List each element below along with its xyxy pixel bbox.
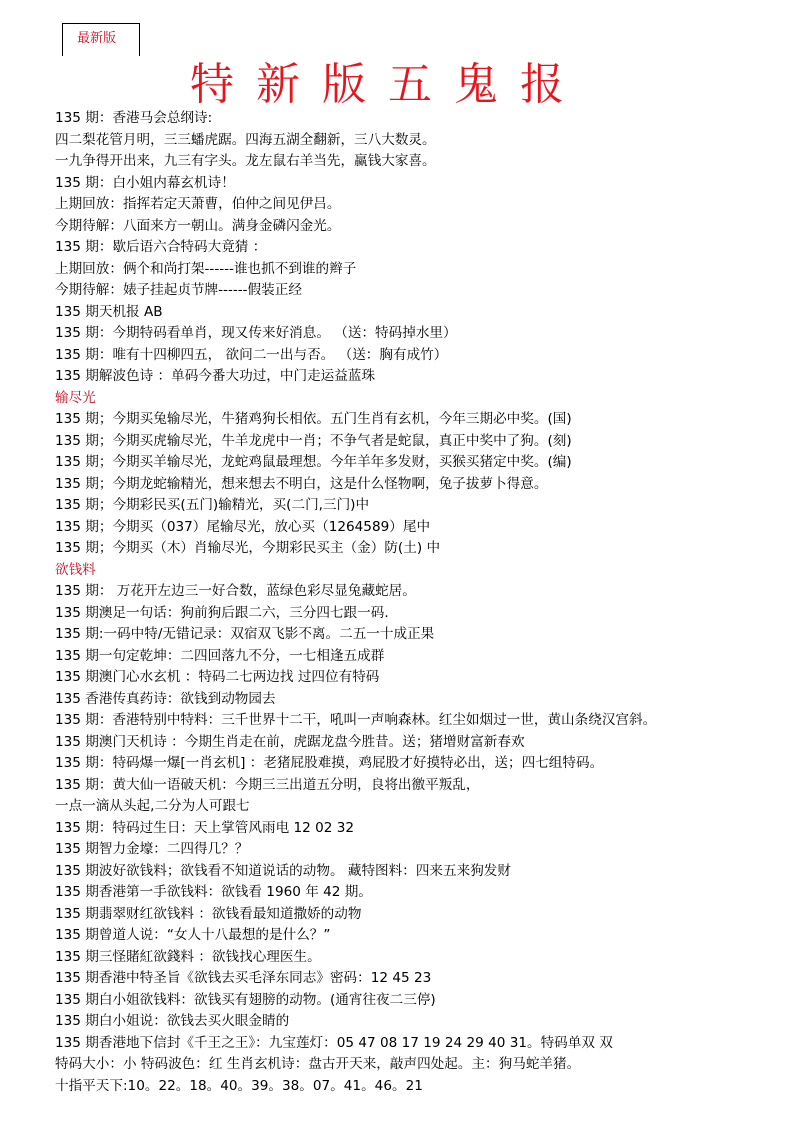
- text-line: 135 期：白小姐内幕玄机诗！: [55, 174, 235, 191]
- text-line: 135 期澳门心水玄机 ：特码二七两边找 过四位有特码: [55, 669, 380, 685]
- text-line: 135 期香港中特圣旨《欲钱去买毛泽东同志》密码：12 45 23: [55, 970, 432, 986]
- text-line: 135 期一句定乾坤：二四回落九不分，一七相逢五成群: [55, 647, 385, 664]
- text-line: 四二梨花管月明，三三蟠虎踞。四海五湖全翻新，三八大数灵。: [55, 131, 436, 148]
- text-line: 135 期：唯有十四柳四五， 欲问二一出与否。 （送：胸有成竹）: [55, 346, 448, 363]
- text-line: 135 期；今期买虎输尽光，牛羊龙虎中一肖；不争气者是蛇鼠，真正中奖中了狗。(刻): [55, 432, 572, 449]
- text-line: 135 期澳足一句话：狗前狗后跟二六，三分四七跟一码.: [55, 604, 389, 621]
- text-line: 135 期：今期特码看单肖，现又传来好消息。 （送：特码掉水里）: [55, 325, 457, 341]
- document-body: [55, 108, 775, 1097]
- text-line: 135 香港传真药诗：欲钱到动物园去: [55, 690, 276, 707]
- text-line: 135 期香港地下信封《千王之王》：九宝莲灯：05 47 08 17 19 24 29 40 31。特码单双 双: [55, 1034, 613, 1051]
- text-line: 135 期；今期彩民买(五门)输精光，买(二门,三门)中: [55, 497, 370, 513]
- text-line: 135 期： 万花开左边三一好合数，蓝绿色彩尽显兔藏蛇居。: [55, 583, 416, 599]
- section-heading: 输尽光: [55, 389, 96, 406]
- text-line: 135 期；今期买兔输尽光，牛猪鸡狗长相依。五门生肖有玄机，今年三期必中奖。(国): [55, 411, 572, 427]
- text-line: 135 期；今期龙蛇输精光，想来想去不明白，这是什么怪物啊，兔子拔萝卜得意。: [55, 475, 548, 492]
- edition-badge-label: 最新版: [77, 31, 117, 46]
- text-line: 135 期天机报 AB: [55, 303, 163, 320]
- text-line: 上期回放：指挥若定天萧曹，伯仲之间见伊吕。: [55, 196, 341, 212]
- section-heading: 欲钱料: [55, 561, 96, 578]
- text-line: 135 期香港第一手欲钱料：欲钱看 1960 年 42 期。: [55, 884, 372, 900]
- text-line: 135 期：歇后语六合特码大竟猜 ：: [55, 239, 267, 255]
- text-line: 135 期：香港特别中特料：三千世界十二干，吼叫一声响森林。红尘如烟过一世，黄山条绕汉宫斜。: [55, 712, 657, 728]
- edition-badge: [62, 23, 140, 56]
- text-line: 135 期澳门天机诗 ：今期生肖走在前，虎踞龙盘今胜昔。送；猪增财富新春欢: [55, 733, 525, 750]
- text-line: 135 期智力金壕：二四得几？？: [55, 841, 249, 857]
- text-line: 今期待解：八面来方一朝山。满身金磷闪金光。: [55, 217, 341, 234]
- text-line: 135 期；今期买（037）尾输尽光，放心买（1264589）尾中: [55, 518, 431, 535]
- text-line: 135 期：黄大仙一语破天机：今期三三出道五分明，良将出徼平叛乱，: [55, 776, 480, 793]
- text-line: 十指平天下:10。22。18。40。39。38。07。41。46。21: [55, 1077, 423, 1094]
- text-line: 135 期：特码过生日：天上掌管风雨电 12 02 32: [55, 819, 355, 836]
- text-line: 135 期：特码爆一爆[一肖玄机] ：老猪屁股难摸，鸡屁股才好摸特必出，送；四七组特码。: [55, 755, 604, 771]
- text-line: 今期待解：婊子挂起贞节牌------假装正经: [55, 282, 302, 298]
- text-line: 135 期波好欲钱料；欲钱看不知道说话的动物。 藏特图料：四来五来狗发财: [55, 862, 511, 879]
- page-title: 特新版五鬼报: [190, 59, 586, 110]
- text-line: 一九争得开出来，九三有字头。龙左鼠右羊当先，赢钱大家喜。: [55, 153, 436, 169]
- text-line: 135 期三怪賭紅欲錢料 ：欲钱找心理医生。: [55, 948, 321, 965]
- text-line: 135 期；今期买羊输尽光，龙蛇鸡鼠最理想。今年羊年多发财，买猴买猪定中奖。(编): [55, 454, 572, 470]
- text-line: 上期回放：俩个和尚打架------谁也抓不到谁的辫子: [55, 260, 357, 277]
- text-line: 135 期：香港马会总纲诗:: [55, 110, 213, 126]
- text-line: 一点一滴从头起,二分为人可跟七: [55, 798, 250, 814]
- text-line: 135 期曾道人说：“女人十八最想的是什么？”: [55, 927, 331, 943]
- text-line: 135 期解波色诗 ：单码今番大功过，中门走运益蓝珠: [55, 368, 376, 384]
- text-line: 135 期:一码中特/无错记录：双宿双飞影不离。二五一十成正果: [55, 626, 435, 642]
- text-line: 135 期白小姐说：欲钱去买火眼金睛的: [55, 1013, 290, 1029]
- text-line: 135 期；今期买（木）肖输尽光，今期彩民买主（金）防(土) 中: [55, 540, 441, 556]
- text-line: 135 期白小姐欲钱料：欲钱买有翅膀的动物。(通宵往夜二三停): [55, 991, 436, 1008]
- text-line: 特码大小：小 特码波色：红 生肖玄机诗：盘古开天来，敲声四处起。主：狗马蛇羊猪。: [55, 1056, 581, 1072]
- text-line: 135 期翡翠财红欲钱料 ：欲钱看最知道撒娇的动物: [55, 905, 362, 922]
